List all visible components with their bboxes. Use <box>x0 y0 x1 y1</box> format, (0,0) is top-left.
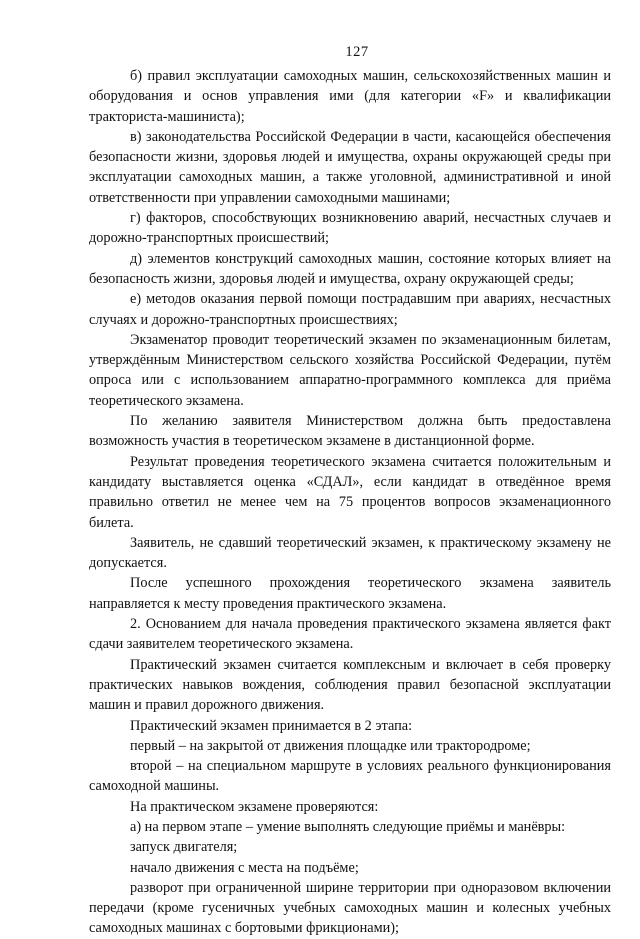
paragraph-stage-first: первый – на закрытой от движения площадке или трактородроме; <box>130 737 531 754</box>
paragraph-remote-option: По желанию заявителя Министерством должна быть предоставлена возможность участия в теоретическом экзамене в дистанционной форме. <box>89 413 611 450</box>
paragraph-checked-list: На практическом экзамене проверяются: <box>130 798 379 815</box>
paragraph-e-first-aid: е) методов оказания первой помощи пострадавшим при авариях, несчастных случаях и дорожно-транспортных происшествиях; <box>89 291 611 328</box>
paragraph-first-stage-skills: а) на первом этапе – умение выполнять следующие приёмы и манёвры: <box>130 818 566 835</box>
paragraph-uphill-start: начало движения с места на подъёме; <box>130 859 359 876</box>
paragraph-v-legislation: в) законодательства Российской Федерации в части, касающейся обеспечения безопасности жизни, здоровья людей и имущества, охраны окружающей среды при эксплуатации самоходных машин, а также уголовной, административной и иной ответственности при управлении самоходными машинами; <box>89 128 611 206</box>
paragraph-two-stages: Практический экзамен принимается в 2 этапа: <box>130 717 413 734</box>
paragraph-engine-start: запуск двигателя; <box>130 839 238 856</box>
page-number: 127 <box>345 44 369 60</box>
document-body <box>89 66 611 939</box>
paragraph-g-factors: г) факторов, способствующих возникновению аварий, несчастных случаев и дорожно-транспортных происшествий; <box>89 210 611 247</box>
paragraph-theory-result: Результат проведения теоретического экзамена считается положительным и кандидату выставляется оценка «СДАЛ», если кандидат в отведённое время правильно ответил не менее чем на 75 процентов вопросов экзаменационного билета. <box>89 453 611 531</box>
paragraph-not-admitted: Заявитель, не сдавший теоретический экзамен, к практическому экзамену не допускается. <box>89 534 611 572</box>
paragraph-d-elements: д) элементов конструкций самоходных машин, состояние которых влияет на безопасность жизни, здоровья людей и имущества, охрану окружающей среды; <box>89 250 611 287</box>
paragraph-practical-complex: Практический экзамен считается комплексным и включает в себя проверку практических навыков вождения, соблюдения правил безопасной эксплуатации машин и правил дорожного движения. <box>89 656 611 714</box>
paragraph-turnaround: разворот при ограниченной ширине территории при одноразовом включении передачи (кроме гусеничных учебных самоходных машин и колесных учебных самоходных машинах с бортовыми фрикционами); <box>89 879 611 937</box>
paragraph-practical-basis: 2. Основанием для начала проведения практического экзамена является факт сдачи заявителем теоретического экзамена. <box>89 616 611 653</box>
paragraph-b-rules: б) правил эксплуатации самоходных машин, сельскохозяйственных машин и оборудования и основ управления ими (для категории «F» и квалификации тракториста-машиниста); <box>89 68 611 125</box>
paragraph-examiner: Экзаменатор проводит теоретический экзамен по экзаменационным билетам, утверждённым Министерством сельского хозяйства Российской Федерации, путём опроса или с использованием аппаратно-программного комплекса для приёма теоретического экзамена. <box>89 331 611 409</box>
paragraph-after-theory: После успешного прохождения теоретического экзамена заявитель направляется к месту проведения практического экзамена. <box>89 575 611 612</box>
paragraph-stage-second: второй – на специальном маршруте в условиях реального функционирования самоходной машины. <box>89 758 611 795</box>
